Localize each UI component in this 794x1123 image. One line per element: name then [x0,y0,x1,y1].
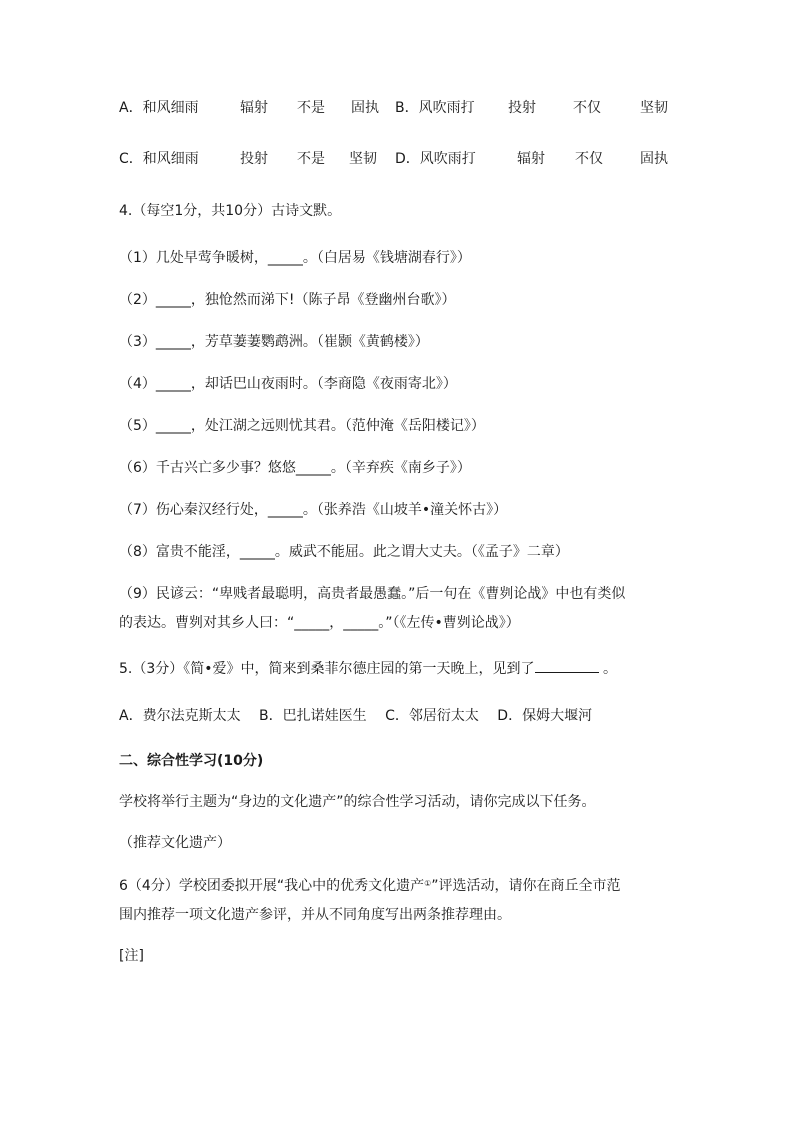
option-d-word-3: 不仅 [575,151,603,167]
q3-option-row-2 [119,149,679,169]
section-2-sub-heading: （推荐文化遗产） [119,835,231,851]
q4-item-9-line-1: （9）民谚云：“卑贱者最聪明，高贵者最愚蠢。”后一句在《曹刿论战》中也有类似 [119,586,626,602]
q6-line-2: 围内推荐一项文化遗产参评，并从不同角度写出两条推荐理由。 [119,907,511,923]
q4-item-6: （6）千古兴亡多少事？悠悠_____。（辛弃疾《南乡子》） [119,460,471,476]
option-b-word-3: 不仅 [573,100,601,116]
q6-text-a: 6（4分）学校团委拟开展“我心中的优秀文化遗产 [119,878,425,894]
answer-blank [535,658,599,673]
option-a-word-3: 不是 [297,100,325,116]
option-d-word-4: 固执 [640,151,668,167]
q4-item-8: （8）富贵不能淫，_____。威武不能屈。此之谓大丈夫。（《孟子》二章） [119,544,569,560]
q5-title-end: 。 [598,661,617,677]
option-a-word-4: 固执 [351,100,379,116]
q5-title [119,658,617,679]
option-b-label: B．风吹雨打 [395,100,475,116]
q4-item-5: （5）_____，处江湖之远则忧其君。（范仲淹《岳阳楼记》） [119,418,485,434]
option-c-word-3: 不是 [297,151,325,167]
q4-item-1: （1）几处早莺争暖树，_____。（白居易《钱塘湖春行》） [119,250,471,266]
q3-option-row-1 [119,98,679,118]
option-c-word-4: 坚韧 [349,151,377,167]
q4-item-3: （3）_____，芳草萋萋鹦鹉洲。（崔颢《黄鹤楼》） [119,334,429,350]
option-c-word-2: 投射 [240,151,268,167]
q5-title-text: 5.（3分）《简•爱》中，简来到桑菲尔德庄园的第一天晚上，见到了 [119,661,535,677]
option-d-word-2: 辐射 [517,151,545,167]
option-a-label: A．和风细雨 [119,100,199,116]
option-d-label: D．风吹雨打 [395,151,476,167]
section-2-intro: 学校将举行主题为“身边的文化遗产”的综合性学习活动，请你完成以下任务。 [119,794,596,810]
note-label: [注] [119,948,144,964]
section-2-heading: 二、综合性学习(10分) [119,753,264,769]
option-a-word-2: 辐射 [240,100,268,116]
q4-item-9-line-2: 的表达。曹刿对其乡人曰：“_____，_____。”（《左传•曹刿论战》） [119,615,520,631]
q6-line-1 [119,876,621,896]
q6-text-b: ”评选活动，请你在商丘全市范 [431,878,621,894]
option-c-label: C．和风细雨 [119,151,199,167]
option-b-word-4: 坚韧 [640,100,668,116]
footnote-marker: ① [424,879,432,888]
q5-options: A．费尔法克斯太太 B．巴扎诺娃医生 C．邻居衍太太 D．保姆大堰河 [119,708,593,724]
q4-item-7: （7）伤心秦汉经行处，_____。（张养浩《山坡羊•潼关怀古》） [119,502,508,518]
q4-item-4: （4）_____，却话巴山夜雨时。（李商隐《夜雨寄北》） [119,376,457,392]
q4-item-2: （2）_____，独怆然而涕下!（陈子昂《登幽州台歌》） [119,292,456,308]
q4-title: 4.（每空1分，共10分）古诗文默。 [119,203,342,219]
option-b-word-2: 投射 [508,100,536,116]
